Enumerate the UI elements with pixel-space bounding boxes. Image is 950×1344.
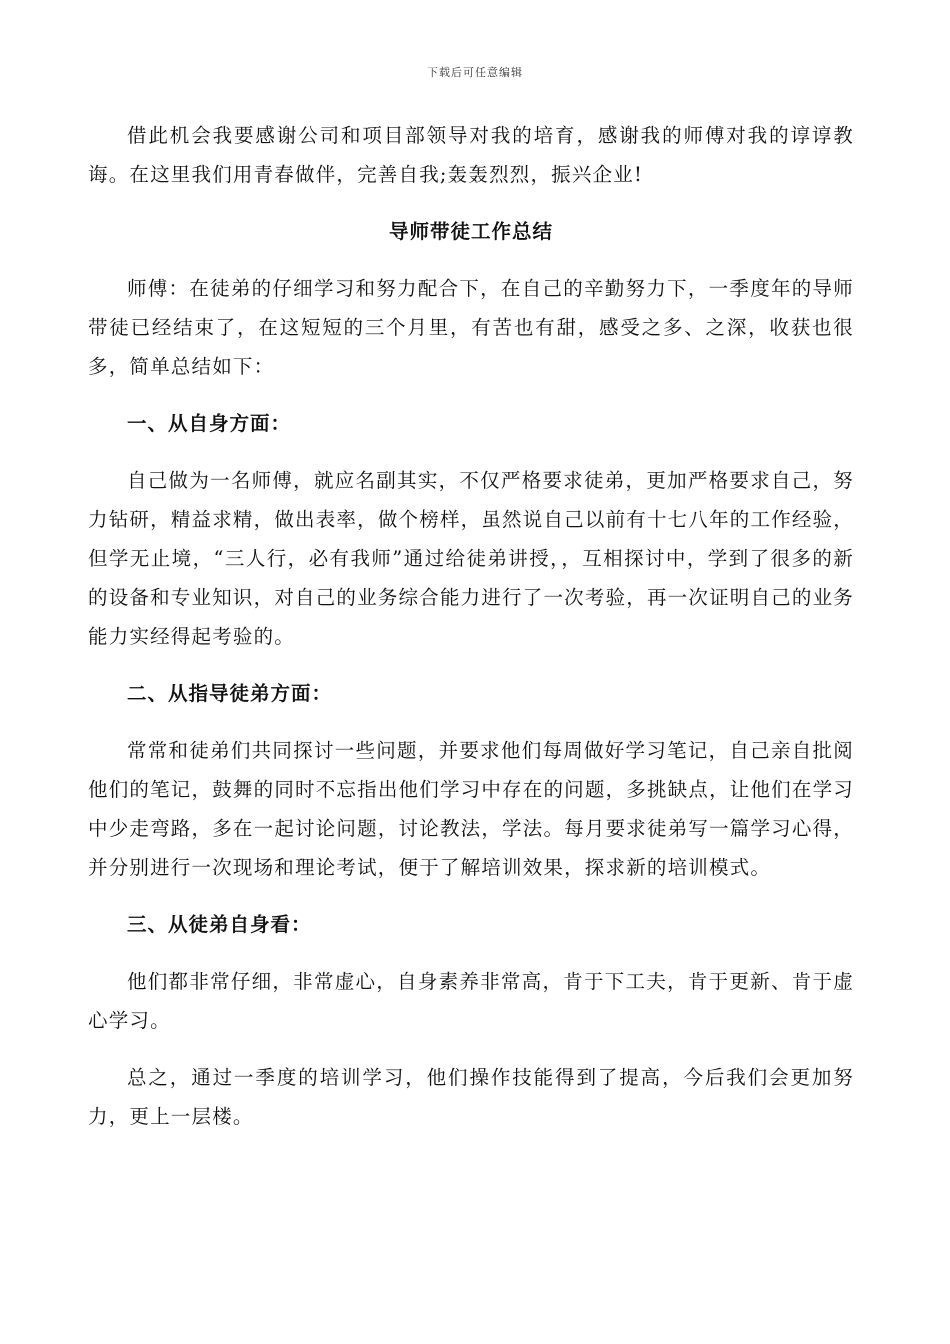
intro-paragraph: 借此机会我要感谢公司和项目部领导对我的培育，感谢我的师傅对我的谆谆教诲。在这里我们用青春做伴，完善自我;轰轰烈烈，振兴企业! bbox=[88, 124, 854, 186]
section-2-paragraph: 常常和徒弟们共同探讨一些问题，并要求他们每周做好学习笔记，自己亲自批阅他们的笔记，鼓舞的同时不忘指出他们学习中存在的问题，多挑缺点，让他们在学习中少走弯路，多在一起讨论问题，讨论教法，学法。每月要求徒弟写一篇学习心得，并分别进行一次现场和理论考试，便于了解培训效果，探求新的培训模式。 bbox=[88, 739, 854, 879]
opening-paragraph: 师傅：在徒弟的仔细学习和努力配合下，在自己的辛勤努力下，一季度年的导师带徒已经结束了，在这短短的三个月里，有苦也有甜，感受之多、之深，收获也很多，简单总结如下： bbox=[88, 277, 854, 378]
section-3-paragraph: 他们都非常仔细，非常虚心，自身素养非常高，肯于下工夫，肯于更新、肯于虚心学习。 bbox=[88, 970, 854, 1032]
document-body bbox=[88, 116, 854, 1136]
section-1-paragraph: 自己做为一名师傅，就应名副其实，不仅严格要求徒弟，更加严格要求自己，努力钻研，精益求精，做出表率，做个榜样，虽然说自己以前有十七八年的工作经验，但学无止境，“三人行，必有我师”通过给徒弟讲授，，互相探讨中，学到了很多的新的设备和专业知识，对自己的业务综合能力进行了一次考验，再一次证明自己的业务能力实经得起考验的。 bbox=[88, 469, 854, 648]
page-header: 下载后可任意编辑 bbox=[427, 66, 523, 79]
section-2-heading: 二、从指导徒弟方面： bbox=[127, 682, 333, 705]
section-1-heading: 一、从自身方面： bbox=[127, 412, 292, 435]
section-3-heading: 三、从徒弟自身看： bbox=[127, 913, 312, 936]
document-title: 导师带徒工作总结 bbox=[388, 220, 553, 243]
conclusion-paragraph: 总之，通过一季度的培训学习，他们操作技能得到了提高，今后我们会更加努力，更上一层楼。 bbox=[88, 1066, 854, 1128]
